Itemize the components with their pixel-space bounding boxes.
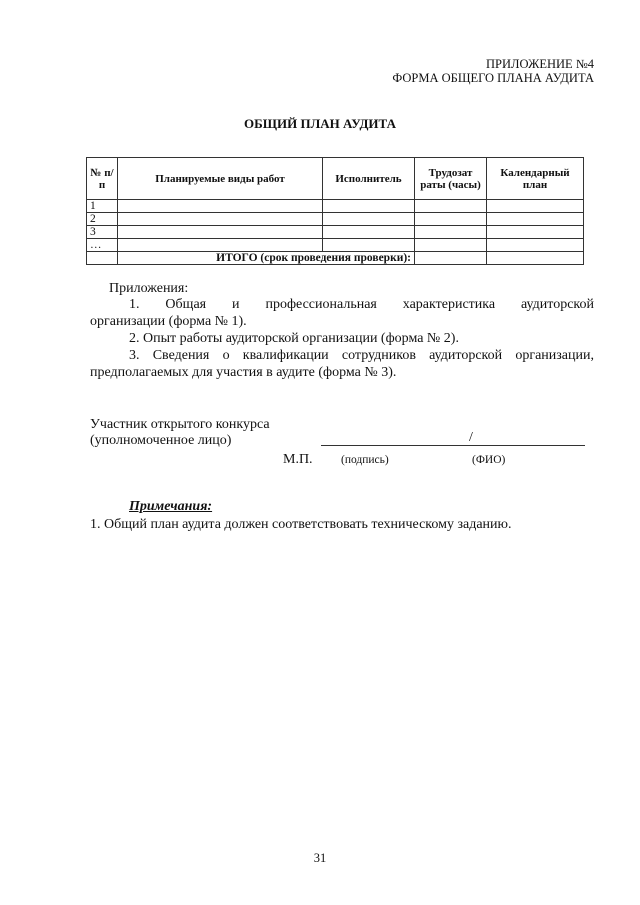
table-total-row [87, 252, 584, 265]
table-row [87, 213, 584, 226]
row-number: 2 [87, 213, 118, 226]
table-cell [487, 200, 584, 213]
table-cell [87, 252, 118, 265]
table-cell [415, 200, 487, 213]
participant-label: Участник открытого конкурса [90, 417, 270, 432]
authorized-person-label: (уполномоченное лицо) [90, 433, 232, 448]
note-item-1: 1. Общий план аудита должен соответствовать техническому заданию. [90, 517, 512, 532]
row-number: 3 [87, 226, 118, 239]
signature-caption: (подпись) [341, 454, 389, 466]
table-cell [487, 252, 584, 265]
column-header: № п/п [87, 158, 118, 200]
column-header: Календарный план [487, 158, 584, 200]
audit-plan-table [86, 157, 584, 265]
stamp-label: М.П. [283, 452, 313, 467]
table-cell [323, 226, 415, 239]
appendices-heading: Приложения: [109, 281, 189, 296]
table-row [87, 200, 584, 213]
total-label: ИТОГО (срок проведения проверки): [118, 252, 415, 265]
appendix-item-3-cont: предполагаемых для участия в аудите (форма № 3). [90, 365, 397, 380]
table-cell [415, 213, 487, 226]
full-name-caption: (ФИО) [472, 454, 506, 466]
table-cell [118, 226, 323, 239]
signature-line [321, 445, 585, 446]
appendix-item-1-cont: организации (форма № 1). [90, 314, 247, 329]
table-row [87, 226, 584, 239]
table-cell [323, 200, 415, 213]
row-number: 1 [87, 200, 118, 213]
form-name: ФОРМА ОБЩЕГО ПЛАНА АУДИТА [392, 71, 594, 85]
table-cell [323, 213, 415, 226]
table-cell [323, 239, 415, 252]
table-cell [487, 239, 584, 252]
signature-separator: / [469, 430, 473, 445]
page-number: 31 [313, 851, 327, 865]
column-header: Планируемые виды работ [118, 158, 323, 200]
appendix-label: ПРИЛОЖЕНИЕ №4 [485, 57, 594, 71]
appendix-item-3: 3. Сведения о квалификации сотрудников аудиторской организации, [129, 348, 594, 363]
appendix-item-1: 1. Общая и профессиональная характеристика аудиторской [129, 297, 594, 312]
table-cell [415, 252, 487, 265]
table-row [87, 239, 584, 252]
table-cell [415, 226, 487, 239]
table-cell [118, 200, 323, 213]
table-cell [487, 213, 584, 226]
table-cell [487, 226, 584, 239]
column-header: Исполнитель [323, 158, 415, 200]
notes-heading: Примечания: [129, 499, 213, 514]
table-cell [415, 239, 487, 252]
appendix-item-2: 2. Опыт работы аудиторской организации (форма № 2). [129, 331, 459, 346]
row-number: … [87, 239, 118, 252]
page-title: ОБЩИЙ ПЛАН АУДИТА [244, 116, 396, 131]
table-cell [118, 213, 323, 226]
table-header-row [87, 158, 584, 200]
column-header: Трудозат раты (часы) [415, 158, 487, 200]
table-cell [118, 239, 323, 252]
